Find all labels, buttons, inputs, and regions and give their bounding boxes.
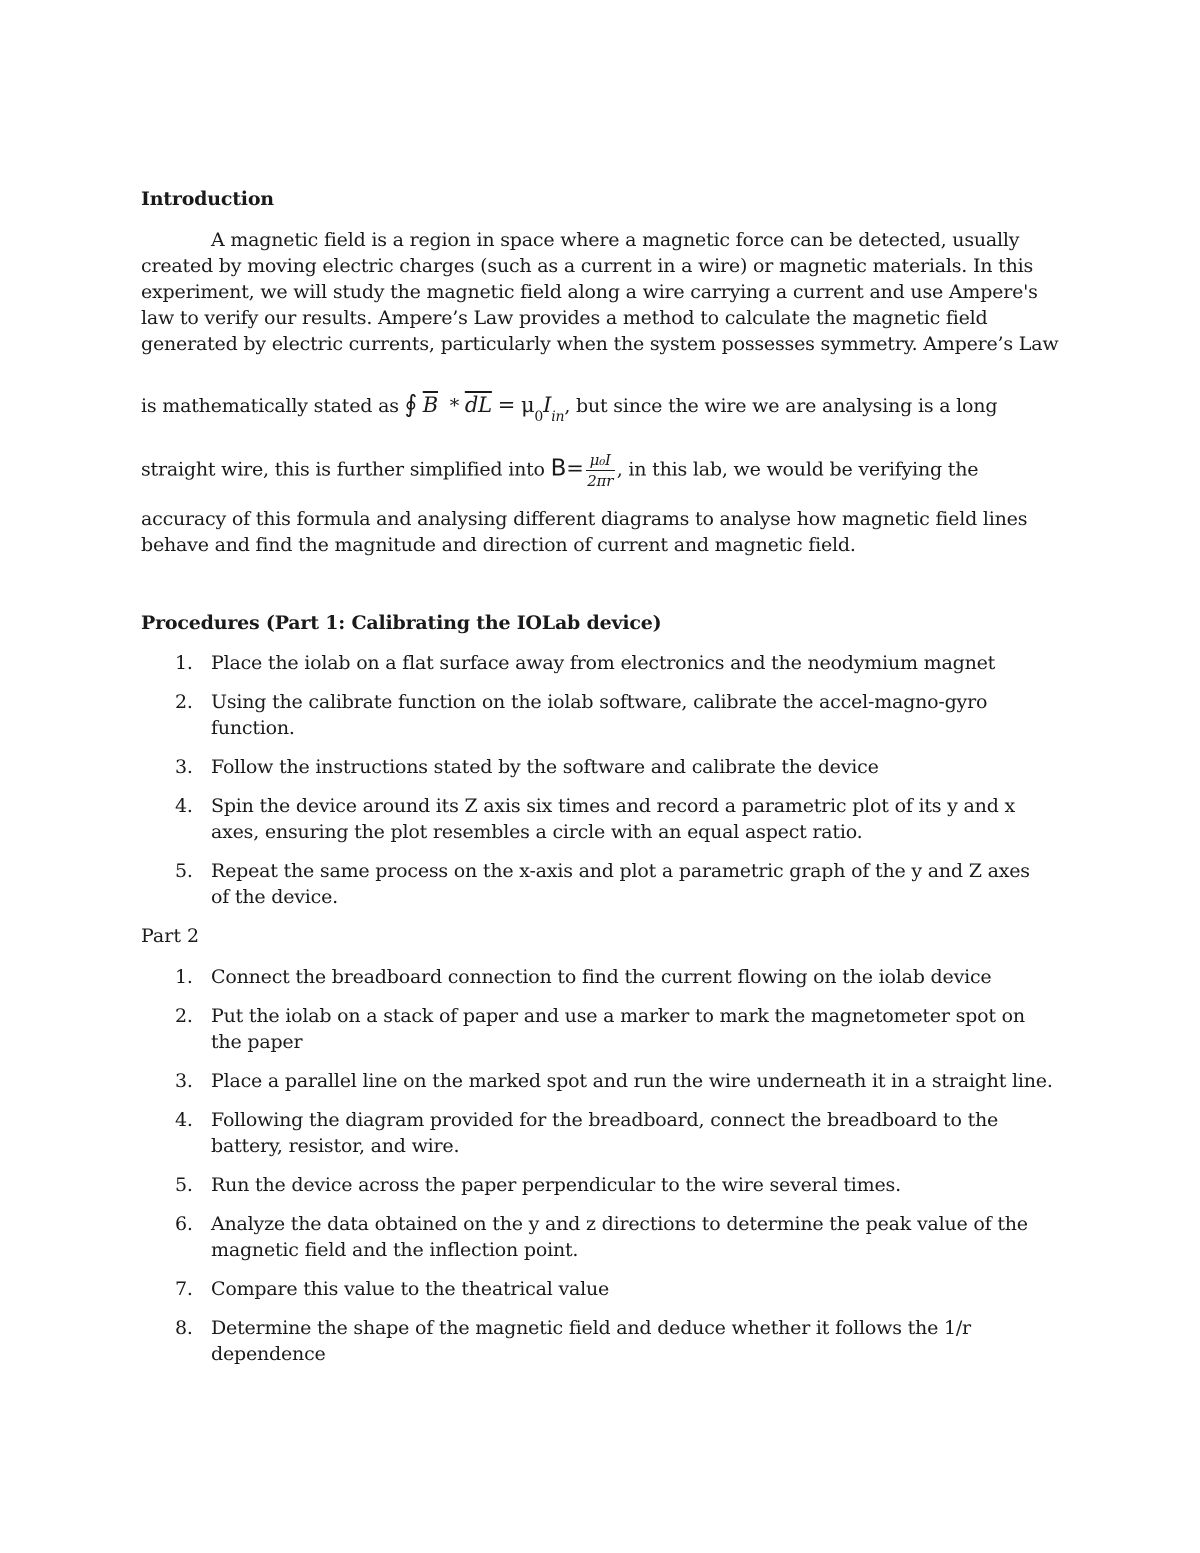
list-item: 6. Analyze the data obtained on the y and z directions to determine the peak value of the magnetic field and the inflection point. (175, 1213, 1028, 1261)
procedures-part1-heading: Procedures (Part 1: Calibrating the IOLab device) (141, 612, 662, 634)
intro-tail-line-1: accuracy of this formula and analysing different diagrams to analyse how magnetic field lines (141, 508, 1028, 530)
list-item: 2. Put the iolab on a stack of paper and use a marker to mark the magnetometer spot on the paper (175, 1005, 1025, 1053)
intro-line-2: created by moving electric charges (such as a current in a wire) or magnetic materials. In this (141, 255, 1034, 277)
intro-tail-line-2: behave and find the magnitude and direction of current and magnetic field. (141, 534, 856, 556)
list-item: 7. Compare this value to the theatrical value (175, 1278, 610, 1300)
eq2-denominator: 2πr (587, 472, 614, 490)
intro-paragraph (141, 227, 1061, 357)
eq1-mu-subscript: 0 (534, 409, 544, 425)
eq1-dL-vector: $\overline{dL}$ (464, 393, 492, 417)
eq2-equals: = (566, 456, 584, 481)
list-item: 8. Determine the shape of the magnetic field and deduce whether it follows the 1/r dependence (175, 1317, 971, 1365)
part2-heading: Part 2 (141, 925, 200, 947)
intro-line-3: experiment, we will study the magnetic field along a wire carrying a current and use Ampere's (141, 281, 1038, 303)
list-item: 4. Following the diagram provided for the breadboard, connect the breadboard to the battery, resistor, and wire. (175, 1109, 999, 1157)
part2-steps-list (141, 964, 1061, 1367)
list-item: 4. Spin the device around its Z axis six times and record a parametric plot of its y and x axes, ensuring the plot resembles a circle with an equal aspect ratio. (175, 795, 1016, 843)
eq2-fraction (586, 450, 615, 491)
eq1-mu: μ (520, 393, 535, 417)
list-item: 5. Repeat the same process on the x-axis and plot a parametric graph of the y and Z axes of the device. (175, 860, 1030, 908)
list-item: 3. Follow the instructions stated by the software and calibrate the device (175, 756, 879, 778)
intro-tail-paragraph (141, 506, 1061, 558)
eq1-equals: = (497, 393, 516, 417)
eq1-star: * (449, 395, 459, 417)
part1-steps-list (141, 650, 1061, 910)
eq1-current-subscript: in (551, 409, 565, 425)
list-item: 1. Connect the breadboard connection to find the current flowing on the iolab device (175, 966, 992, 988)
intro-line-1: A magnetic field is a region in space where a magnetic force can be detected, usually (211, 229, 1020, 251)
eq2-B: B (550, 455, 567, 482)
eq1-B-vector: $\overline{B}$ (422, 393, 438, 417)
list-item: 1. Place the iolab on a flat surface away from electronics and the neodymium magnet (175, 652, 996, 674)
eq1-prefix: is mathematically stated as (141, 395, 399, 417)
eq2-prefix: straight wire, this is further simplified into (141, 458, 545, 481)
eq1-suffix: , but since the wire we are analysing is a long (564, 395, 998, 417)
eq2-suffix: , in this lab, we would be verifying the (616, 458, 979, 481)
intro-heading: Introduction (141, 188, 274, 210)
list-item: 2. Using the calibrate function on the iolab software, calibrate the accel-magno-gyro function. (175, 691, 988, 739)
simplified-equation-line (141, 450, 978, 491)
intro-line-4: law to verify our results. Ampere’s Law provides a method to calculate the magnetic field (141, 307, 988, 329)
eq2-numerator: μ₀I (586, 450, 615, 471)
contour-integral-symbol: ∮ (404, 390, 417, 418)
ampere-law-equation-line (141, 390, 998, 425)
eq1-current: I (543, 393, 552, 417)
list-item: 5. Run the device across the paper perpendicular to the wire several times. (175, 1174, 901, 1196)
list-item: 3. Place a parallel line on the marked spot and run the wire underneath it in a straight line. (175, 1070, 1053, 1092)
intro-line-5: generated by electric currents, particularly when the system possesses symmetry. Ampere’s Law (141, 333, 1059, 355)
